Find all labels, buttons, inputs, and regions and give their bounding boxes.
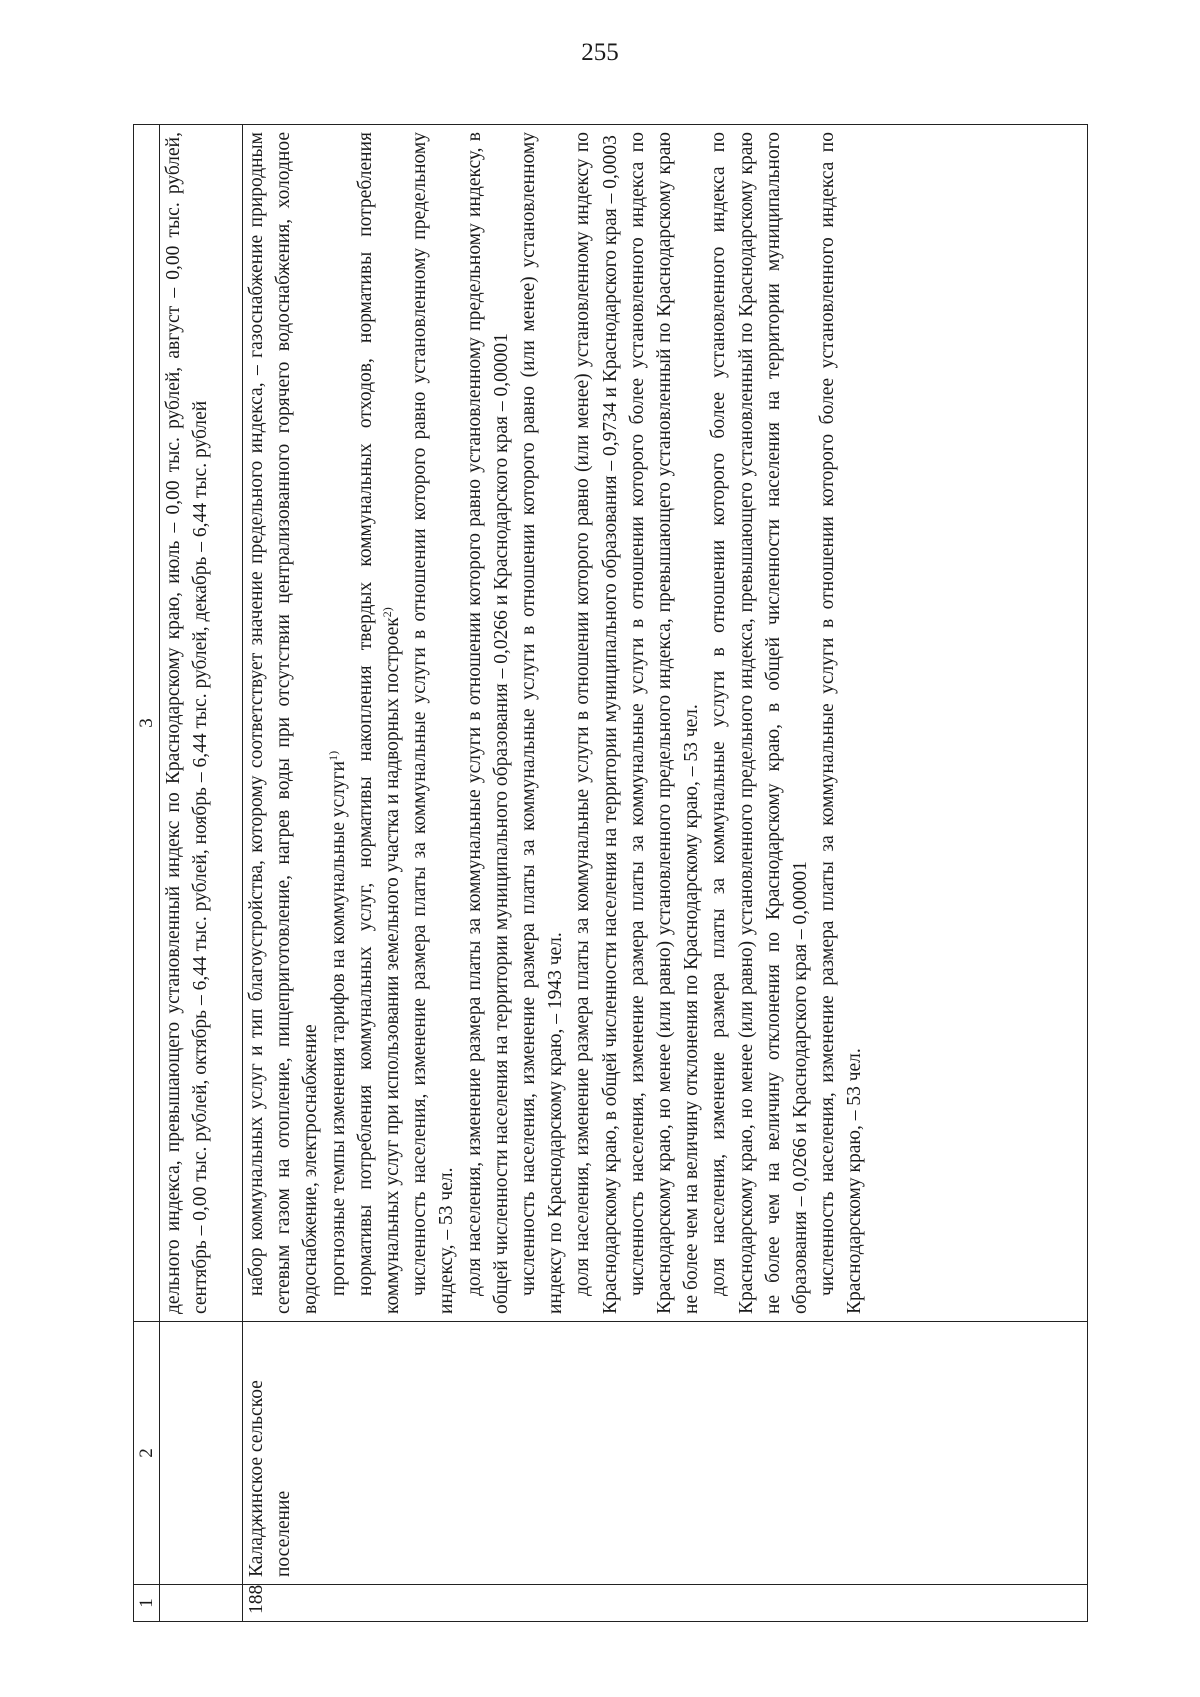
detail-paragraph: [569, 132, 623, 1314]
footnote-mark: 2): [380, 607, 395, 618]
detail-paragraph: [705, 132, 814, 1314]
table-header-row: [134, 125, 160, 1622]
paragraph-text: набор коммунальных услуг и тип благоустройства, которому соответствует значение предельного индекса, – газоснабжение природным сетевым газом на отопление, пищеприготовление, нагрев воды при отсутствии централизованного горячего водоснабжения, холодное водоснабжение, электроснабжение: [246, 132, 322, 1314]
detail-paragraph: [624, 132, 706, 1314]
detail-paragraph: [515, 132, 569, 1314]
paragraph-text: численность населения, изменение размера платы за коммунальные услуги в отношении которого равно (или менее) установленному индексу по Краснодарскому краю, – 1943 чел.: [518, 132, 567, 1314]
detail-paragraph: [461, 132, 515, 1314]
page-number: 255: [581, 39, 619, 66]
column-header-3: 3: [134, 125, 160, 1322]
rotated-table-wrapper: [133, 125, 1088, 1622]
data-table: [133, 124, 1088, 1622]
paragraph-text: численность населения, изменение размера платы за коммунальные услуги в отношении которого более установленного индекса по Краснодарскому краю, но менее (или равно) установленного предельного индекса, превышающего установленный по Краснодарскому краю не более чем на величину отклонения по Краснодарскому краю, – 53 чел.: [626, 132, 703, 1314]
detail-paragraph: [243, 132, 325, 1314]
details-cell: [243, 125, 1088, 1322]
settlement-name-cell: Каладжинское сельское поселение: [243, 1322, 1088, 1585]
column-header-1: 1: [134, 1585, 160, 1622]
row-number-cell: 188: [243, 1585, 1088, 1622]
detail-paragraph: [406, 132, 460, 1314]
paragraph-text: прогнозные темпы изменения тарифов на коммунальные услуги: [327, 760, 349, 1296]
paragraph-text: доля населения, изменение размера платы за коммунальные услуги в отношении которого равно (или менее) установленному индексу по Краснодарскому краю, в общей численности населения на территории муниципального образования – 0,9734 и Краснодарского края – 0,0003: [572, 132, 621, 1314]
table-row-188: [243, 125, 1088, 1622]
detail-paragraph: [352, 132, 406, 1314]
detail-paragraph: [814, 132, 868, 1314]
column-header-2: 2: [134, 1322, 160, 1585]
table-row-continuation: [160, 125, 243, 1622]
footnote-mark: 1): [325, 750, 340, 761]
continuation-paragraph: дельного индекса, превышающего установленный индекс по Краснодарскому краю, июль – 0,00 тыс. рублей, август – 0,00 тыс. рублей, сентябрь – 0,00 тыс. рублей, октябрь – 6,44 тыс. рублей, ноябрь – 6,44 тыс. рублей, декабрь – 6,44 тыс. рублей: [163, 132, 212, 1314]
detail-paragraph: [325, 132, 352, 1314]
paragraph-text: нормативы потребления коммунальных услуг, нормативы накопления твердых коммунальных отходов, нормативы потребления коммунальных услуг при использовании земельного участка и надворных построек: [354, 132, 404, 1314]
details-cell: [160, 125, 243, 1322]
paragraph-text: доля населения, изменение размера платы за коммунальные услуги в отношении которого равно установленному предельному индексу, в общей численности населения на территории муниципального образования – 0,0266 и Краснодарского края – 0,00001: [463, 132, 512, 1314]
paragraph-text: доля населения, изменение размера платы за коммунальные услуги в отношении которого более установленного индекса по Краснодарскому краю, но менее (или равно) установленного предельного индекса, превышающего установленный по Краснодарскому краю не более чем на величину отклонения по Краснодарскому краю, в общей численности населения на территории муниципального образования – 0,0266 и Краснодарского края – 0,00001: [708, 132, 812, 1314]
paragraph-text: численность населения, изменение размера платы за коммунальные услуги в отношении которого более установленного индекса по Краснодарскому краю, – 53 чел.: [817, 132, 866, 1314]
settlement-name-cell: [160, 1322, 243, 1585]
row-number-cell: [160, 1585, 243, 1622]
paragraph-text: численность населения, изменение размера платы за коммунальные услуги в отношении которого равно установленному предельному индексу, – 53 чел.: [409, 132, 458, 1314]
